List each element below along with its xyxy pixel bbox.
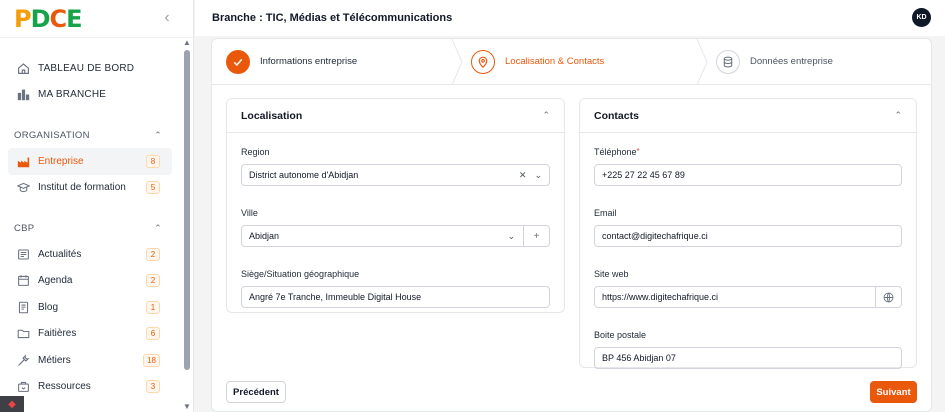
region-label: Region: [241, 147, 270, 157]
telephone-value: +225 27 22 45 67 89: [602, 170, 685, 180]
step-localisation-contacts[interactable]: [457, 39, 702, 84]
clear-icon[interactable]: ✕: [518, 169, 527, 180]
sidebar-item-entreprise[interactable]: [8, 148, 172, 175]
section-header-cbp[interactable]: [0, 215, 182, 241]
required-asterisk: *: [636, 147, 640, 156]
sidebar-item-actualites[interactable]: [0, 241, 172, 268]
card-title: Contacts: [594, 109, 639, 122]
previous-button[interactable]: Précédent: [226, 381, 286, 403]
logo-letter-c: C: [49, 4, 67, 33]
ville-value: Abidjan: [249, 231, 280, 241]
sidebar-item-label: Entreprise: [38, 155, 84, 167]
localisation-card-header[interactable]: [227, 99, 564, 133]
boite-postale-label: Boite postale: [594, 330, 647, 340]
step-informations-entreprise[interactable]: [212, 39, 457, 84]
siege-value: Angré 7e Tranche, Immeuble Digital House: [249, 292, 422, 302]
chevron-down-icon[interactable]: ⌄: [534, 169, 542, 180]
scroll-down-arrow-icon[interactable]: ▼: [183, 402, 191, 411]
logo-letter-e: E: [66, 4, 82, 33]
logo-letter-d: D: [30, 4, 50, 33]
sidebar-item-label: TABLEAU DE BORD: [38, 62, 135, 74]
siege-input[interactable]: [241, 286, 550, 308]
globe-icon: [875, 287, 901, 307]
step-donnees-entreprise[interactable]: [702, 39, 833, 84]
location-pin-icon: [471, 50, 495, 74]
count-badge: 5: [146, 181, 160, 194]
count-badge: 3: [146, 380, 160, 393]
sidebar-nav: [0, 38, 182, 412]
resource-icon: [16, 380, 30, 394]
top-header: [195, 0, 945, 36]
database-icon: [716, 50, 740, 74]
chevron-up-icon[interactable]: ⌃: [542, 110, 550, 120]
sidebar-item-blog[interactable]: [0, 294, 172, 321]
sidebar-item-label: Ressources: [38, 381, 91, 393]
section-title: ORGANISATION: [14, 129, 90, 141]
graduation-icon: [16, 181, 30, 195]
count-badge: 2: [146, 274, 160, 287]
sidebar-item-institut-de-formation[interactable]: [0, 175, 172, 202]
chevron-down-icon[interactable]: ⌄: [507, 230, 515, 241]
user-avatar[interactable]: KD: [912, 8, 931, 27]
step-label: Localisation & Contacts: [505, 56, 605, 67]
sidebar-item-metiers[interactable]: [0, 347, 172, 374]
ville-label: Ville: [241, 208, 258, 218]
sidebar-item-ressources[interactable]: [0, 374, 172, 401]
telephone-input[interactable]: [594, 164, 902, 186]
ville-select[interactable]: [241, 225, 550, 247]
count-badge: 1: [146, 301, 160, 314]
step-label: Données entreprise: [750, 56, 833, 67]
count-badge: 6: [146, 327, 160, 340]
factory-icon: [16, 154, 30, 168]
telephone-label-text: Téléphone: [594, 147, 637, 157]
sidebar-item-label: Blog: [38, 301, 59, 313]
site-web-input[interactable]: [594, 286, 902, 308]
contacts-card-header[interactable]: [580, 99, 916, 133]
folder-icon: [16, 327, 30, 341]
logo-letter-p: P: [14, 4, 31, 33]
count-badge: 8: [146, 155, 160, 168]
sidebar-item-ma-branche[interactable]: [0, 82, 172, 109]
home-icon: [16, 61, 30, 75]
sidebar-item-label: Institut de formation: [38, 182, 126, 194]
localisation-card: [226, 98, 565, 313]
sidebar-item-label: Agenda: [38, 275, 73, 287]
next-button[interactable]: Suivant: [870, 381, 917, 403]
sidebar-item-agenda[interactable]: [0, 268, 172, 295]
collapse-sidebar-chevron-icon[interactable]: ‹: [164, 9, 170, 26]
logo-row: [0, 0, 193, 38]
tools-icon: [16, 353, 30, 367]
sidebar-item-label: Métiers: [38, 354, 71, 366]
sidebar-item-label: MA BRANCHE: [38, 89, 107, 101]
section-header-organisation[interactable]: [0, 122, 182, 148]
siege-label: Siège/Situation géographique: [241, 269, 360, 279]
sidebar-scrollbar[interactable]: [182, 38, 192, 412]
sidebar-item-label: Faitières: [38, 328, 77, 340]
contacts-card: [579, 98, 917, 368]
debugbar-logo-icon[interactable]: ◆: [0, 396, 24, 412]
page-title: Branche : TIC, Médias et Télécommunications: [212, 12, 453, 24]
section-title: CBP: [14, 222, 35, 234]
add-ville-plus-icon[interactable]: +: [523, 226, 549, 246]
boite-postale-value: BP 456 Abidjan 07: [602, 353, 676, 363]
logo[interactable]: [14, 5, 82, 33]
scrollbar-thumb[interactable]: [184, 50, 190, 370]
region-select[interactable]: [241, 164, 550, 186]
sidebar-item-faitieres[interactable]: [0, 321, 172, 348]
sidebar: [0, 0, 194, 412]
sidebar-item-label: Actualités: [38, 248, 82, 260]
boite-postale-input[interactable]: [594, 347, 902, 369]
blog-icon: [16, 300, 30, 314]
telephone-label: [594, 147, 902, 158]
chevron-up-icon: ⌃: [154, 222, 162, 233]
step-label: Informations entreprise: [260, 56, 358, 67]
chevron-up-icon: ⌃: [154, 129, 162, 140]
scroll-up-arrow-icon[interactable]: ▲: [183, 38, 191, 47]
news-icon: [16, 247, 30, 261]
email-value: contact@digitechafrique.ci: [602, 231, 708, 241]
count-badge: 18: [143, 354, 160, 367]
site-web-label: Site web: [594, 269, 629, 279]
card-title: Localisation: [241, 109, 303, 122]
calendar-icon: [16, 274, 30, 288]
count-badge: 2: [146, 248, 160, 261]
site-web-value: https://www.digitechafrique.ci: [602, 292, 719, 302]
region-value: District autonome d'Abidjan: [249, 170, 359, 180]
check-icon: [226, 50, 250, 74]
email-label: Email: [594, 208, 617, 218]
email-input[interactable]: [594, 225, 902, 247]
branch-icon: [16, 88, 30, 102]
chevron-up-icon[interactable]: ⌃: [894, 110, 902, 120]
stepper: [212, 39, 931, 85]
sidebar-item-tableau-de-bord[interactable]: [0, 55, 172, 82]
